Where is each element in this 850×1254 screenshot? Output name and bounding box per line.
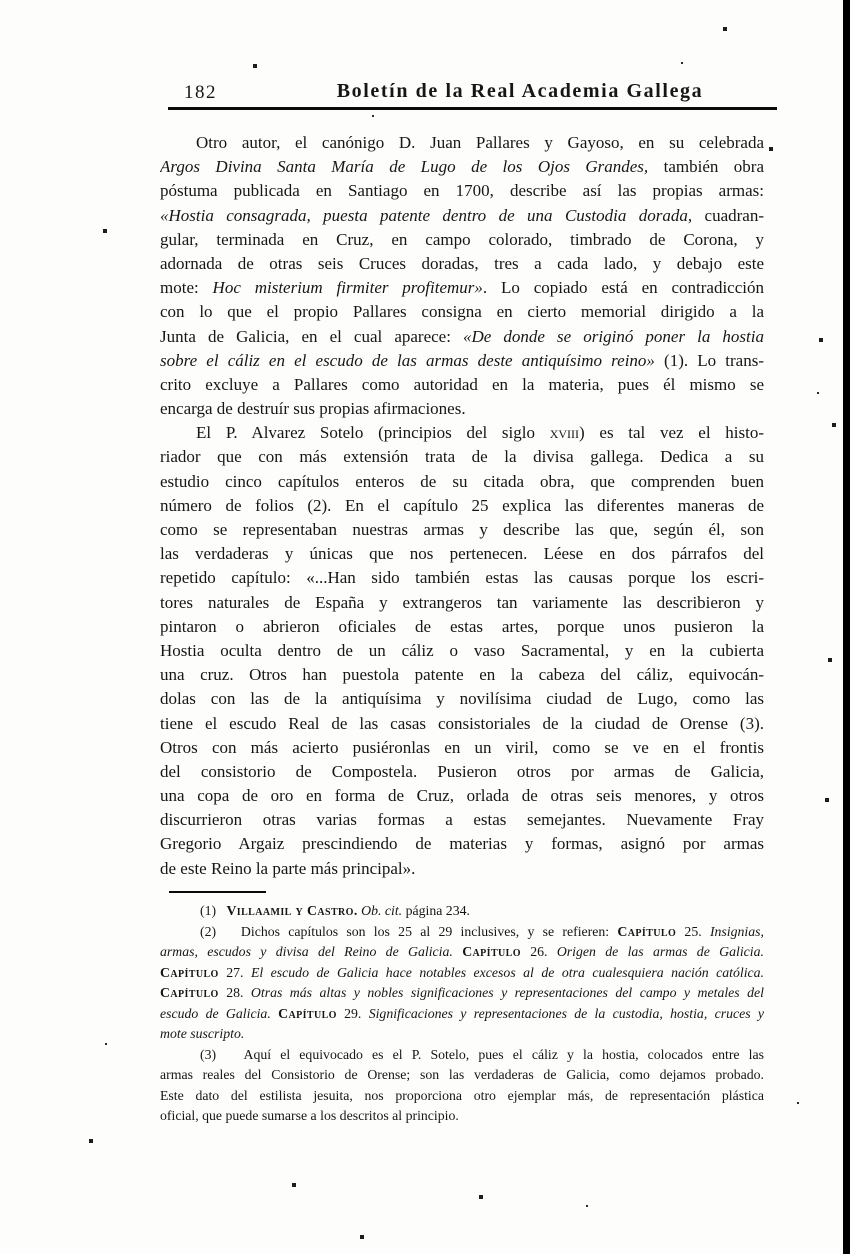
text-segment: dolas con las de la antiquísima y novilísima ciudad de Lugo, como las [160, 689, 764, 709]
text-line [160, 1004, 764, 1025]
text-segment: Hostia oculta dentro de un cáliz o vaso Sacramental, y en la cubierta [160, 640, 764, 660]
text-line [160, 922, 764, 943]
text-segment: Otros con más acierto pusiéronlas en un viril, como se ve en el frontis [160, 737, 764, 757]
text-segment: «Hostia consagrada, puesta patente dentro de una Custodia dorada, [160, 205, 693, 225]
text-line [160, 373, 764, 397]
text-segment: (1) [200, 903, 227, 918]
text-line [160, 832, 764, 856]
text-line [160, 808, 764, 832]
text-segment: Significaciones y representaciones de la custodia, hostia, cruces y [368, 1005, 764, 1021]
text-segment: también obra [648, 157, 764, 177]
text-segment: Villaamil y Castro. [226, 903, 358, 918]
text-line [160, 663, 764, 687]
text-segment: . Lo copiado está en contradicción [482, 278, 764, 298]
text-segment: mote suscripto. [160, 1026, 245, 1041]
text-line [160, 760, 764, 784]
text-segment: Gregorio Argaiz prescindiendo de materias y formas, asignó por armas [160, 834, 764, 854]
text-segment: ) es tal vez el histo- [579, 423, 764, 443]
text-line [160, 155, 764, 179]
text-segment: 26. [520, 944, 557, 959]
text-line [160, 712, 764, 736]
text-segment: Hoc misterium firmiter profitemur» [212, 278, 483, 298]
text-line [160, 942, 764, 963]
text-line [160, 421, 764, 445]
text-segment: escudo de Galicia. [160, 1005, 271, 1021]
text-segment: de este Reino la parte más principal». [160, 858, 416, 878]
text-segment: Capítulo [617, 923, 677, 939]
text-segment: Capítulo [160, 964, 219, 980]
text-line [160, 901, 764, 922]
text-segment: sobre el cáliz en el escudo de las armas deste antiquísimo reino» [160, 350, 655, 370]
text-segment: oficial, que puede sumarse a los descritos al principio. [160, 1108, 459, 1123]
text-segment: Ob. cit. [361, 903, 403, 918]
page-header [160, 78, 778, 112]
text-segment: Otro autor, el canónigo D. Juan Pallares y Gayoso, en su celebrada [196, 133, 764, 152]
text-line [160, 276, 764, 300]
text-line [160, 131, 764, 155]
text-segment: las verdaderas y únicas que nos pertenecen. Léese en dos párrafos del [160, 544, 764, 564]
text-line [160, 252, 764, 276]
text-segment: (1). Lo trans- [654, 350, 764, 370]
text-segment: número de folios (2). En el capítulo 25 explica las diferentes maneras de [160, 495, 764, 515]
footnote-3 [160, 1045, 764, 1127]
text-line [160, 349, 764, 373]
paragraph-2 [160, 421, 764, 881]
text-segment: gular, terminada en Cruz, en campo colorado, timbrado de Corona, y [160, 229, 764, 249]
text-segment: Capítulo [462, 944, 521, 959]
text-line [160, 397, 764, 421]
footnote-separator [169, 891, 266, 893]
text-segment: adornada de otras seis Cruces doradas, tres a cada lado, y debajo este [160, 253, 764, 273]
text-segment: «De donde se originó poner la hostia [463, 326, 764, 346]
text-segment: (2) Dichos capítulos son los 25 al 29 inclusives, y se refieren: [200, 923, 618, 939]
text-line [160, 983, 764, 1004]
text-line [160, 300, 764, 324]
paragraph-1 [160, 131, 764, 421]
text-line [160, 1106, 764, 1127]
text-segment: una copa de oro en forma de Cruz, orlada de otras seis menores, y otros [160, 786, 764, 806]
text-segment: estudio cinco capítulos enteros de su citada obra, que comprenden buen [160, 471, 764, 491]
text-segment: Este dato del estilista jesuita, nos proporciona otro ejemplar más, de representación plástica [160, 1087, 764, 1103]
text-line [160, 857, 764, 881]
text-line [160, 204, 764, 228]
text-line [160, 566, 764, 590]
text-segment: Capítulo [160, 985, 219, 1000]
body-text [160, 131, 764, 881]
journal-title: Boletín de la Real Academia Gallega [336, 80, 704, 102]
text-segment: cuadran- [692, 205, 764, 225]
footnote-2 [160, 922, 764, 1045]
text-segment: página 234. [402, 903, 470, 918]
text-line [160, 325, 764, 349]
text-segment: armas reales del Consistorio de Orense; son las verdaderas de Galicia, como dejamos probado. [160, 1067, 764, 1082]
text-segment: Argos Divina Santa María de Lugo de los Ojos Grandes, [160, 157, 649, 177]
text-line [160, 445, 764, 469]
text-segment: Otras más altas y nobles significaciones y representaciones del campo y metales del [250, 985, 764, 1000]
text-segment: póstuma publicada en Santiago en 1700, describe así las propias armas: [160, 181, 764, 201]
text-segment: 27. [218, 964, 251, 980]
text-line [160, 1065, 764, 1086]
text-line [160, 1086, 764, 1107]
text-segment: Junta de Galicia, en el cual aparece: [160, 326, 464, 346]
text-segment: crito excluye a Pallares como autoridad en la materia, pues él mismo se [160, 374, 764, 394]
text-segment: Insignias, [709, 923, 764, 939]
text-segment: mote: [160, 278, 213, 298]
text-segment: riador que con más extensión trata de la divisa gallega. Dedica a su [160, 447, 764, 467]
text-line [160, 687, 764, 711]
text-segment: con lo que el propio Pallares consigna en cierto memorial dirigido a la [160, 302, 764, 322]
text-segment: 29. [336, 1005, 369, 1021]
text-segment: como se representaban nuestras armas y describe las que, según él, son [160, 520, 764, 539]
scan-edge-shadow [843, 0, 850, 1254]
text-line [160, 494, 764, 518]
text-segment: Capítulo [278, 1005, 337, 1021]
text-segment [271, 1006, 278, 1021]
text-segment: pintaron o abrieron oficiales de estas artes, porque unos pusieron la [160, 616, 764, 636]
text-segment: Origen de las armas de Galicia. [556, 944, 764, 959]
text-line [160, 963, 764, 984]
text-line [160, 736, 764, 760]
text-segment: encarga de destruír sus propias afirmaciones. [160, 399, 466, 419]
text-line [160, 470, 764, 494]
scan-noise [0, 0, 2, 2]
text-segment: repetido capítulo: «...Han sido también estas las causas porque los escri- [160, 568, 764, 588]
text-segment: 25. [676, 923, 710, 939]
text-segment: armas, escudos y divisa del Reino de Galicia. [160, 944, 453, 959]
text-segment: tiene el escudo Real de las casas consistoriales de la ciudad de Orense (3). [160, 713, 764, 733]
text-line [160, 615, 764, 639]
page-number: 182 [184, 82, 217, 103]
text-segment: El P. Alvarez Sotelo (principios del siglo [196, 423, 550, 443]
text-segment [453, 944, 462, 959]
text-segment: una cruz. Otros han puestola patente en la cabeza del cáliz, equivocán- [160, 665, 764, 685]
text-segment: del consistorio de Compostela. Pusieron otros por armas de Galicia, [160, 761, 764, 781]
text-line [160, 784, 764, 808]
text-segment: tores naturales de España y extrangeros tan variamente las describieron y [160, 592, 764, 612]
text-line [160, 179, 764, 203]
text-line [160, 1024, 764, 1045]
text-line [160, 639, 764, 663]
footnote-1 [160, 901, 764, 922]
footnotes [160, 901, 764, 1127]
text-line [160, 518, 764, 542]
text-line [160, 542, 764, 566]
text-segment: xviii [549, 423, 580, 443]
text-line [160, 591, 764, 615]
text-line [160, 1045, 764, 1066]
text-segment: 28. [218, 985, 251, 1000]
text-segment: discurrieron otras varias formas a estas semejantes. Nuevamente Fray [160, 810, 764, 830]
text-line [160, 228, 764, 252]
text-segment: (3) Aquí el equivocado es el P. Sotelo, pues el cáliz y la hostia, colocados entre las [200, 1046, 764, 1062]
header-rule [168, 107, 777, 110]
text-segment: El escudo de Galicia hace notables excesos al de otra cualesquiera nación católica. [250, 964, 764, 980]
